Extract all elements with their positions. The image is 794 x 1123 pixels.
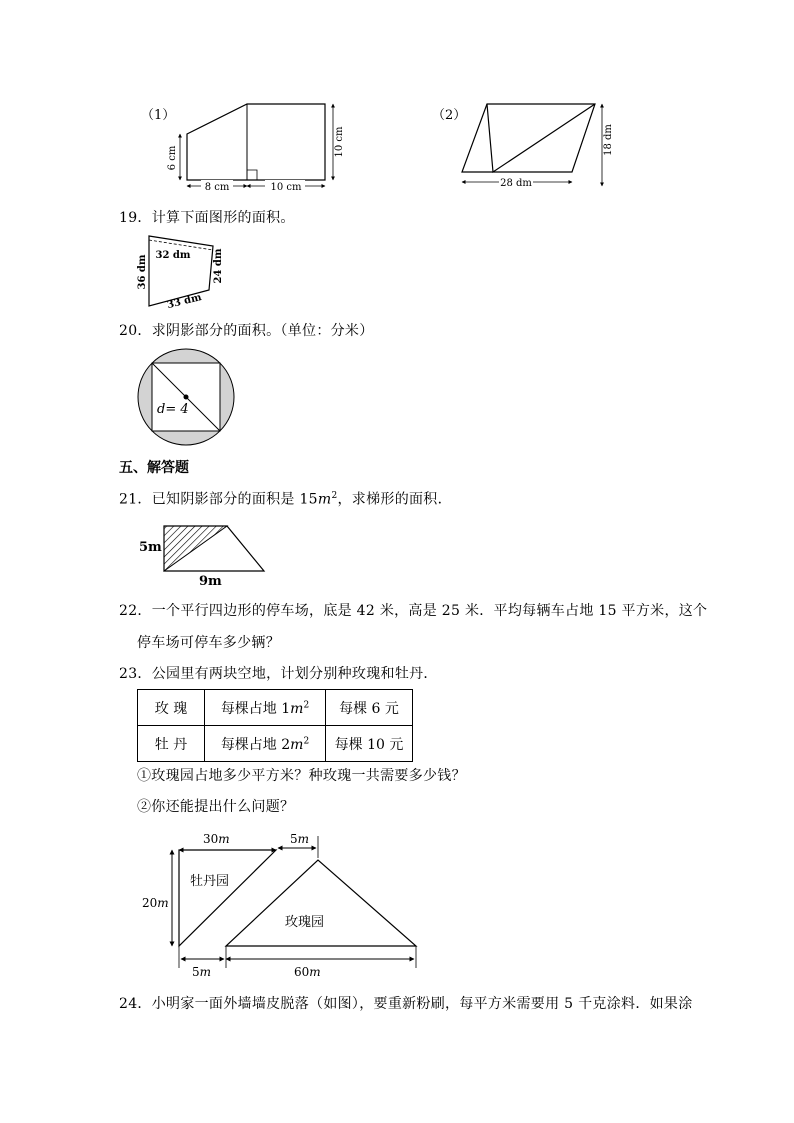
table-row: [138, 726, 413, 762]
q21-unit: m: [317, 491, 332, 508]
unit-m: m: [218, 832, 230, 846]
q21-shaded-triangle: [164, 526, 227, 571]
q21-base-label: 9m: [199, 574, 222, 589]
fig2-height: 18 dm: [603, 124, 614, 156]
q21-height-label: 5m: [139, 540, 162, 555]
right-angle-mark: [247, 170, 257, 180]
q19-quadrilateral: [149, 236, 213, 306]
dim-top-left: 30: [203, 832, 219, 846]
q21-text: [119, 486, 452, 510]
fig2-base: 28 dm: [500, 178, 532, 189]
table-cell-name: 牡 丹: [138, 726, 205, 762]
q23-sub1: ①玫瑰园占地多少平方米？种玫瑰一共需要多少钱？: [137, 768, 466, 784]
q19-right-label: 24 dm: [213, 248, 224, 284]
unit-m: m: [157, 896, 169, 910]
q20-d-label: d= 4: [157, 402, 189, 417]
fig2-parallelogram: [462, 104, 595, 172]
dim-height: 20: [142, 896, 158, 910]
fig2-diagram: [455, 98, 635, 193]
q19-text: 19．计算下面图形的面积。: [119, 210, 295, 226]
dim-bottom-gap: 5: [192, 965, 200, 979]
table-cell-price: 每棵 6 元: [326, 690, 413, 726]
svg-text:5m: [192, 965, 211, 979]
q20-diagram: [136, 348, 236, 448]
q19-top-label: 32 dm: [155, 250, 191, 261]
peony-label: 牡丹园: [190, 874, 230, 889]
unit-m: m: [309, 965, 321, 979]
q21-text-after: ，求梯形的面积．: [337, 491, 452, 508]
svg-text:60m: [294, 965, 321, 979]
q23-text: 23．公园里有两块空地，计划分别种玫瑰和牡丹．: [119, 666, 438, 682]
fig1-base-right: 10 cm: [270, 182, 302, 193]
q21-text-before: 21．已知阴影部分的面积是 15: [119, 491, 318, 508]
q21-sup: 2: [331, 491, 338, 501]
q23-garden-diagram: [140, 828, 440, 978]
dim-bottom-base: 60: [294, 965, 310, 979]
svg-text:20m: [142, 896, 169, 910]
q21-trapezoid-diagram: [137, 520, 287, 590]
q24-text: 24．小明家一面外墙墙皮脱落（如图），要重新粉刷，每平方米需要用 5 千克涂料．如果涂: [119, 996, 693, 1012]
fig1-base-left: 8 cm: [204, 182, 230, 193]
fig1-label: （1）: [141, 108, 176, 123]
q22-line2: 停车场可停车多少辆？: [137, 635, 280, 651]
table-cell-area: 每棵占地 $1m^2$: [205, 690, 326, 726]
rose-label: 玫瑰园: [285, 915, 325, 930]
svg-text:30m: [203, 832, 230, 846]
table-cell-name: 玫 瑰: [138, 690, 205, 726]
peony-garden-triangle: [179, 850, 276, 946]
fig2-inner-lines: [487, 104, 595, 172]
table-cell-area: 每棵占地 $2m^2$: [205, 726, 326, 762]
q19-bottom-label: 33 dm: [166, 292, 203, 312]
unit-m: m: [297, 832, 310, 846]
q19-left-label: 36 dm: [137, 254, 148, 290]
svg-text:5m: [290, 832, 309, 846]
fig1-right-height: 10 cm: [334, 126, 345, 158]
q22-line1: 22．一个平行四边形的停车场，底是 42 米，高是 25 米．平均每辆车占地 15 平方米，这个: [119, 603, 708, 619]
fig2-label: （2）: [432, 108, 467, 123]
fig1-shape: [187, 104, 325, 180]
table-row: [138, 690, 413, 726]
fig1-left-height: 6 cm: [167, 145, 178, 171]
q19-diagram: [135, 232, 245, 312]
rose-garden-triangle: [226, 860, 416, 946]
q23-table: [137, 689, 413, 762]
unit-m: m: [199, 965, 212, 979]
fig1-trapezoid-diagram: [165, 98, 365, 193]
section-title: 五、解答题: [119, 460, 189, 476]
dim-top-gap: 5: [290, 832, 298, 846]
q23-sub2: ②你还能提出什么问题？: [137, 799, 295, 815]
q20-text: 20．求阴影部分的面积。（单位：分米）: [119, 323, 374, 339]
table-cell-price: 每棵 10 元: [326, 726, 413, 762]
